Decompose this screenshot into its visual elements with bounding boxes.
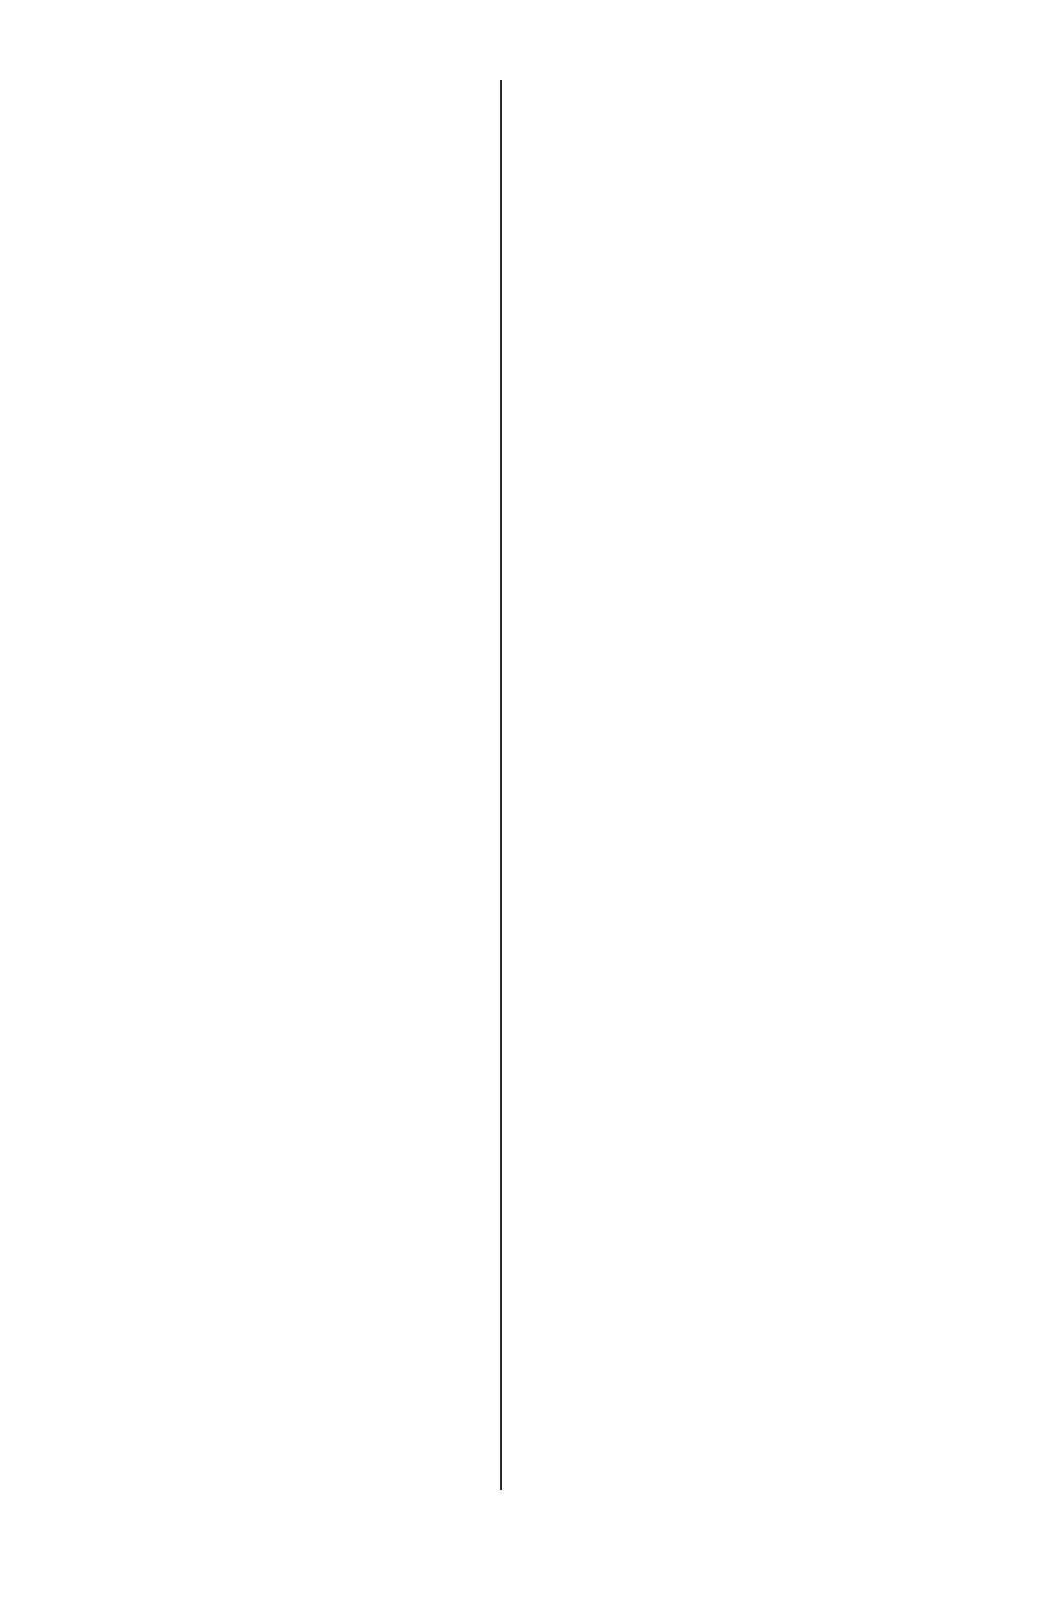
column-divider bbox=[500, 80, 502, 1490]
watermark-logo bbox=[867, 1508, 1037, 1586]
